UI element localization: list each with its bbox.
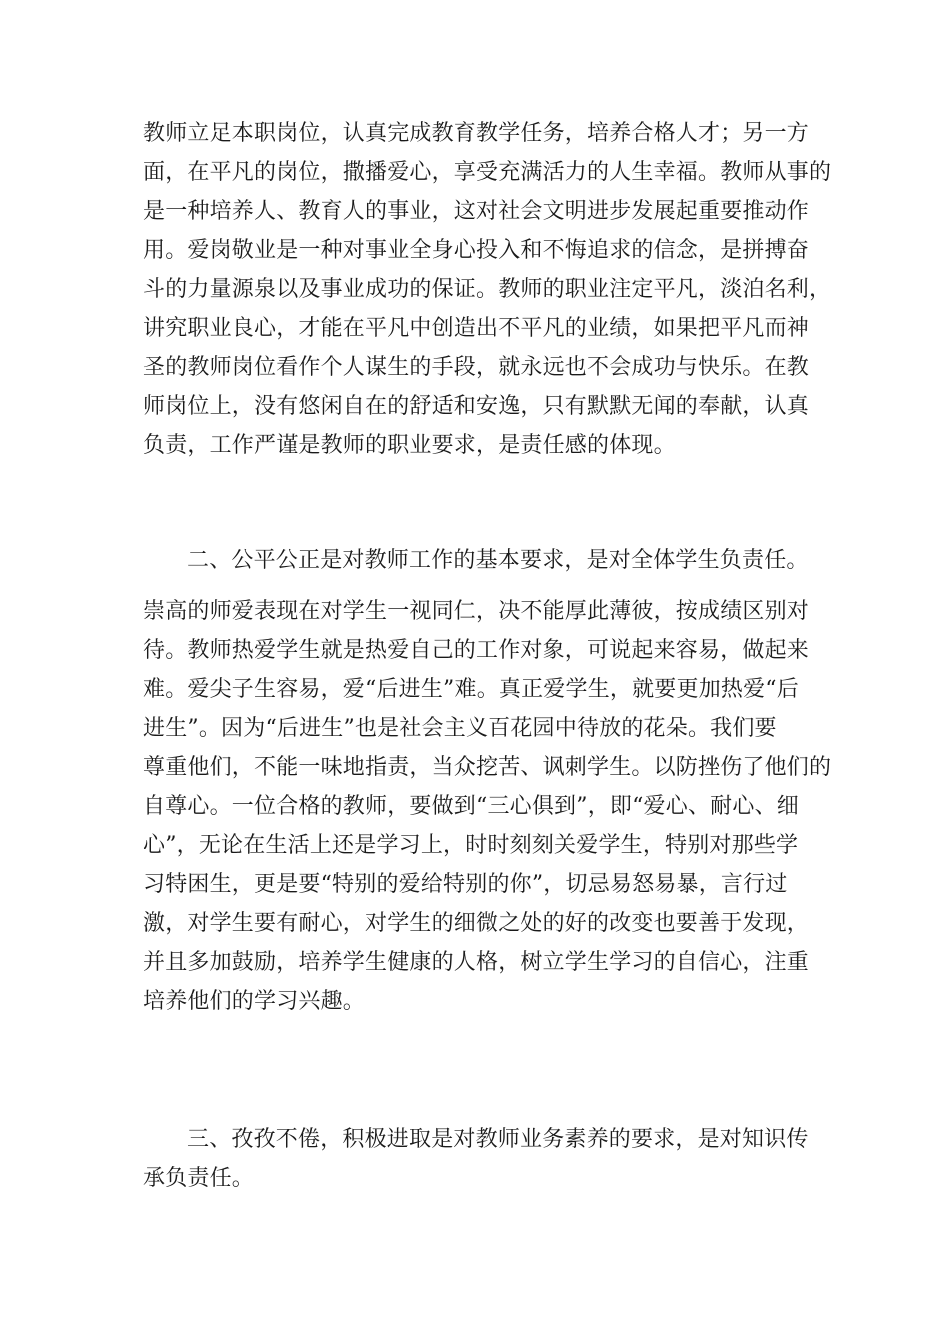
text-line: 待。教师热爱学生就是热爱自己的工作对象，可说起来容易，做起来	[143, 638, 810, 663]
text-line: 教师立足本职岗位，认真完成教育教学任务，培养合格人才；另一方	[143, 121, 810, 146]
text-line: 心”，无论在生活上还是学习上，时时刻刻关爱学生，特别对那些学	[143, 833, 799, 858]
paragraph-1	[143, 114, 832, 465]
text-line: 负责，工作严谨是教师的职业要求，是责任感的体现。	[143, 433, 676, 458]
text-line: 尊重他们，不能一味地指责，当众挖苦、讽刺学生。以防挫伤了他们的	[143, 755, 832, 780]
text-line: 培养他们的学习兴趣。	[143, 989, 366, 1014]
text-line: 是一种培养人、教育人的事业，这对社会文明进步发展起重要推动作	[143, 199, 810, 224]
text-line: 面，在平凡的岗位，撒播爱心，享受充满活力的人生幸福。教师从事的	[143, 160, 832, 185]
text-line: 崇高的师爱表现在对学生一视同仁，决不能厚此薄彼，按成绩区别对	[143, 599, 810, 624]
text-line: 用。爱岗敬业是一种对事业全身心投入和不悔追求的信念，是拼搏奋	[143, 238, 810, 263]
text-line: 师岗位上，没有悠闲自在的舒适和安逸，只有默默无闻的奉献，认真	[143, 394, 810, 419]
text-line: 进生”。因为“后进生”也是社会主义百花园中待放的花朵。我们要	[143, 716, 777, 741]
paragraph-2	[143, 592, 832, 1021]
heading-line: 二、公平公正是对教师工作的基本要求，是对全体学生负责任。	[187, 548, 809, 573]
text-line: 斗的力量源泉以及事业成功的保证。教师的职业注定平凡，淡泊名利，	[143, 277, 832, 302]
heading-line: 三、孜孜不倦，积极进取是对教师业务素养的要求，是对知识传	[187, 1127, 809, 1152]
text-line: 难。爱尖子生容易，爱“后进生”难。真正爱学生，就要更加热爱“后	[143, 677, 799, 702]
text-line: 激，对学生要有耐心，对学生的细微之处的好的改变也要善于发现，	[143, 911, 810, 936]
section-heading-2	[143, 541, 823, 580]
text-line: 圣的教师岗位看作个人谋生的手段，就永远也不会成功与快乐。在教	[143, 355, 810, 380]
text-line: 讲究职业良心，才能在平凡中创造出不平凡的业绩，如果把平凡而神	[143, 316, 810, 341]
heading-line: 承负责任。	[143, 1166, 255, 1191]
section-heading-3	[143, 1120, 823, 1198]
text-line: 并且多加鼓励，培养学生健康的人格，树立学生学习的自信心，注重	[143, 950, 810, 975]
text-line: 自尊心。一位合格的教师，要做到“三心俱到”，即“爱心、耐心、细	[143, 794, 799, 819]
text-line: 习特困生，更是要“特别的爱给特别的你”，切忌易怒易暴，言行过	[143, 872, 788, 897]
